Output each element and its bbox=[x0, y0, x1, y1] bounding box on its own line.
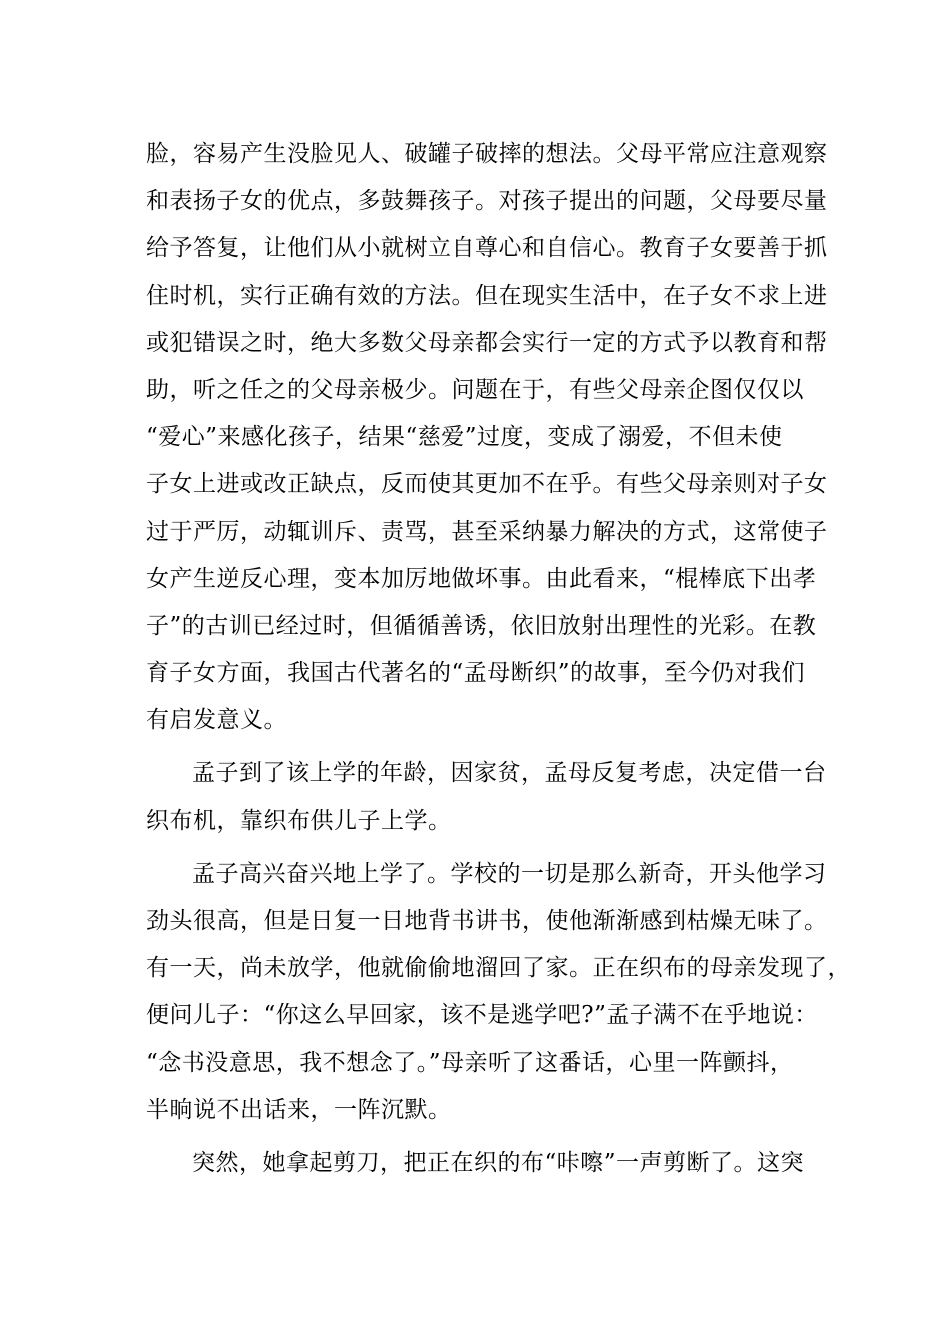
text-line: 织布机，靠织布供儿子上学。 bbox=[146, 807, 452, 834]
text-line: 突然，她拿起剪刀，把正在织的布“咔嚓”一声剪断了。这突 bbox=[192, 1149, 805, 1176]
text-line: 给予答复，让他们从小就树立自尊心和自信心。教育子女要善于抓 bbox=[146, 235, 828, 262]
paragraph-3 bbox=[146, 851, 851, 1134]
text-line: 和表扬子女的优点，多鼓舞孩子。对孩子提出的问题，父母要尽量 bbox=[146, 188, 828, 215]
text-line: 有启发意义。 bbox=[146, 707, 287, 734]
paragraph-2 bbox=[146, 750, 826, 844]
text-line: 劲头很高，但是日复一日地背书讲书，使他渐渐感到枯燥无味了。 bbox=[146, 908, 828, 934]
text-line: 育子女方面，我国古代著名的“孟母断织”的故事，至今仍对我们 bbox=[146, 660, 806, 687]
text-line: “爱心”来感化孩子，结果“慈爱”过度，变成了溺爱，不但未使 bbox=[146, 424, 783, 451]
text-line: 女产生逆反心理，变本加厉地做坏事。由此看来，“棍棒底下出孝 bbox=[146, 565, 817, 592]
text-line: 有一天，尚未放学，他就偷偷地溜回了家。正在织布的母亲发现了， bbox=[146, 955, 851, 982]
paragraph-4 bbox=[146, 1140, 826, 1187]
text-line: 住时机，实行正确有效的方法。但在现实生活中，在子女不求上进 bbox=[146, 282, 828, 309]
text-line: 孟子到了该上学的年龄，因家贫，孟母反复考虑，决定借一台 bbox=[192, 760, 827, 787]
text-line: “念书没意思，我不想念了。”母亲听了这番话，心里一阵颤抖， bbox=[146, 1049, 794, 1076]
body-text bbox=[146, 131, 851, 1193]
text-line: 过于严厉，动辄训斥、责骂，甚至采纳暴力解决的方式，这常使子 bbox=[146, 518, 828, 545]
text-line: 便问儿子：“你这么早回家，该不是逃学吧?”孟子满不在乎地说： bbox=[146, 1002, 818, 1029]
text-line: 孟子高兴奋兴地上学了。学校的一切是那么新奇，开头他学习 bbox=[192, 860, 827, 887]
text-line: 助，听之任之的父母亲极少。问题在于，有些父母亲企图仅仅以 bbox=[146, 376, 804, 403]
text-line: 或犯错误之时，绝大多数父母亲都会实行一定的方式予以教育和帮 bbox=[146, 329, 828, 356]
text-line: 子”的古训已经过时，但循循善诱，依旧放射出理性的光彩。在教 bbox=[146, 612, 817, 639]
paragraph-1 bbox=[146, 131, 826, 744]
text-line: 半晌说不出话来，一阵沉默。 bbox=[146, 1096, 452, 1123]
text-line: 脸，容易产生没脸见人、破罐子破摔的想法。父母平常应注意观察 bbox=[146, 141, 828, 167]
text-line: 子女上进或改正缺点，反而使其更加不在乎。有些父母亲则对子女 bbox=[146, 471, 828, 498]
